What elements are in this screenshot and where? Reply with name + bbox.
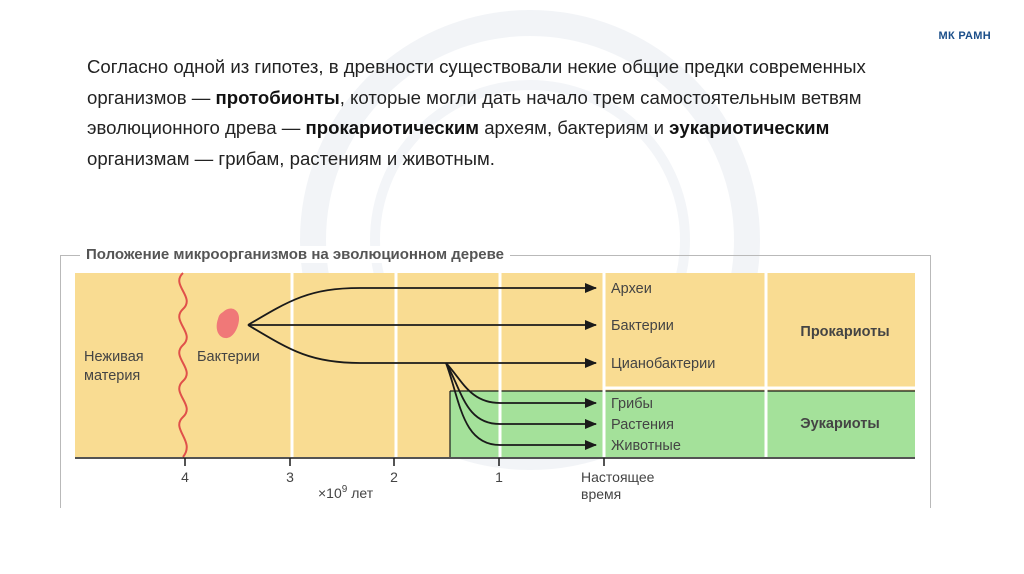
term-eukaryotic: эукариотическим <box>669 117 830 138</box>
branch-label: Растения <box>611 417 675 433</box>
intro-text-1: Согласно одной из гипотез, в древности существовали некие общие предки современных организмов — <box>87 56 866 108</box>
figure-title: Положение микроорганизмов на эволюционном дереве <box>80 246 510 263</box>
unit-base: ×10 <box>318 485 342 501</box>
axis-unit-label <box>318 484 374 501</box>
nonliving-label-line2: материя <box>84 368 141 384</box>
present-label-line2: время <box>581 486 622 502</box>
unit-rest: лет <box>347 485 374 501</box>
group-label-prokaryotes: Прокариоты <box>800 324 890 340</box>
branch-label: Бактерии <box>611 318 674 334</box>
branch-label: Археи <box>611 281 652 297</box>
group-label-eukaryotes: Эукариоты <box>800 416 880 432</box>
axis-tick-label: 1 <box>495 469 503 485</box>
unit-exponent: 9 <box>341 484 348 495</box>
term-prokaryotic: прокариотическим <box>305 117 480 138</box>
nonliving-label-line1: Неживая <box>84 349 144 365</box>
ancestor-label: Бактерии <box>197 349 260 365</box>
intro-text-3: археям, бактериям и <box>479 117 670 138</box>
brand-label: МК РАМН <box>938 30 991 42</box>
intro-text-2: , которые могли дать начало трем самостоятельным ветвям эволюционного древа — <box>87 86 862 138</box>
axis-tick-label: 4 <box>181 469 189 485</box>
branch-label: Животные <box>611 438 681 454</box>
branch-label: Грибы <box>611 396 653 412</box>
present-label-line1: Настоящее <box>581 469 655 485</box>
intro-text-4: организмам — грибам, растениям и животным. <box>87 147 495 169</box>
axis-tick-label: 3 <box>286 469 294 485</box>
axis-tick-label: 2 <box>390 469 398 485</box>
term-protobionts: протобионты <box>215 86 340 108</box>
branch-label: Цианобактерии <box>611 356 716 372</box>
